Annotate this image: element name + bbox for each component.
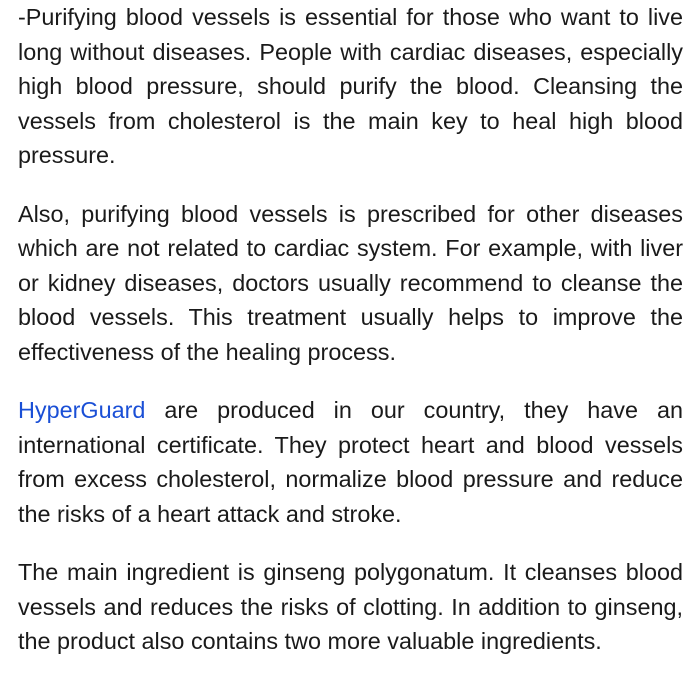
paragraph-hyperguard — [18, 393, 683, 531]
paragraph-purifying-vessels: -Purifying blood vessels is essential for those who want to live long without diseases. People with cardiac diseases, especially high blood pressure, should purify the blood. Cleansing the vessels from cholesterol is the main key to heal high blood pressure. — [18, 4, 683, 168]
article-body — [18, 0, 683, 659]
paragraph-other-diseases: Also, purifying blood vessels is prescribed for other diseases which are not related to cardiac system. For example, with liver or kidney diseases, doctors usually recommend to cleanse the blood vessels. This treatment usually helps to improve the effectiveness of the healing process. — [18, 200, 683, 365]
hyperguard-description: are produced in our country, they have an international certificate. They protect heart and blood vessels from excess cholesterol, normalize blood pressure and reduce the risks of a heart attack and stroke. — [18, 397, 683, 527]
hyperguard-link[interactable]: HyperGuard — [18, 397, 146, 423]
paragraph-main-ingredient: The main ingredient is ginseng polygonatum. It cleanses blood vessels and reduces the risks of clotting. In addition to ginseng, the product also contains two more valuable ingredients. — [18, 559, 683, 654]
